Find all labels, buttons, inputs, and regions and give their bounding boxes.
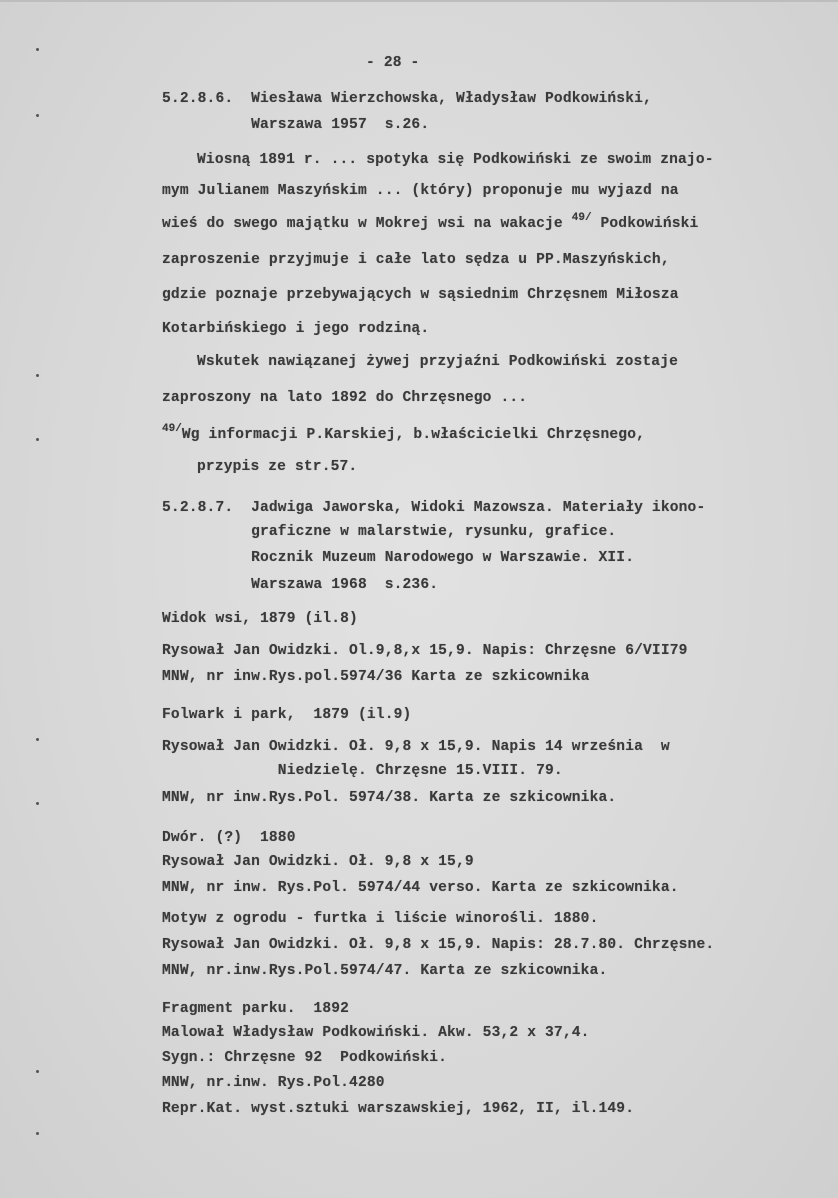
- catalog-item-title: Motyw z ogrodu - furtka i liście winorośli. 1880.: [162, 911, 599, 927]
- margin-mark: [36, 1132, 39, 1135]
- footnote: przypis ze str.57.: [197, 459, 358, 475]
- quote-line: gdzie poznaje przebywających w sąsiednim Chrzęsnem Miłosza: [162, 287, 679, 303]
- catalog-item-line: Rysował Jan Owidzki. Oł. 9,8 x 15,9: [162, 854, 474, 870]
- quote-line: zaproszony na lato 1892 do Chrzęsnego ...: [162, 390, 528, 406]
- catalog-item-line: Malował Władysław Podkowiński. Akw. 53,2 x 37,4.: [162, 1025, 590, 1041]
- entry-heading: Rocznik Muzeum Narodowego w Warszawie. XII.: [162, 550, 635, 566]
- entry-heading: Warszawa 1968 s.236.: [162, 577, 439, 593]
- catalog-item-title: Fragment parku. 1892: [162, 1001, 350, 1017]
- quote-line: Wskutek nawiązanej żywej przyjaźni Podkowiński zostaje: [197, 354, 679, 370]
- footnote-text: Wg informacji P.Karskiej, b.właścicielki Chrzęsnego,: [181, 427, 646, 443]
- margin-mark: [36, 114, 39, 117]
- catalog-item-line: MNW, nr.inw. Rys.Pol.4280: [162, 1075, 385, 1091]
- entry-heading: Warszawa 1957 s.26.: [162, 117, 430, 133]
- catalog-item-title: Folwark i park, 1879 (il.9): [162, 707, 412, 723]
- catalog-item-line: Repr.Kat. wyst.sztuki warszawskiej, 1962, II, il.149.: [162, 1101, 635, 1117]
- margin-mark: [36, 438, 39, 441]
- catalog-item-line: Sygn.: Chrzęsne 92 Podkowiński.: [162, 1050, 448, 1066]
- catalog-item-line: MNW, nr inw. Rys.Pol. 5974/44 verso. Karta ze szkicownika.: [162, 880, 679, 896]
- entry-heading: graficzne w malarstwie, rysunku, grafice.: [162, 524, 617, 540]
- page-number: - 28 -: [366, 55, 420, 71]
- entry-heading: 5.2.8.7. Jadwiga Jaworska, Widoki Mazowsza. Materiały ikono-: [162, 500, 706, 516]
- footnote-mark: 49/: [162, 423, 182, 435]
- quote-text: Podkowiński: [591, 216, 699, 232]
- entry-heading: 5.2.8.6. Wiesława Wierzchowska, Władysław Podkowiński,: [162, 91, 652, 107]
- footnote-reference: 49/: [571, 212, 592, 224]
- margin-mark: [36, 738, 39, 741]
- quote-line: zaproszenie przyjmuje i całe lato sędza u PP.Maszyńskich,: [162, 252, 670, 268]
- margin-mark: [36, 802, 39, 805]
- catalog-item-line: Rysował Jan Owidzki. Ol.9,8,x 15,9. Napis: Chrzęsne 6/VII79: [162, 643, 688, 659]
- catalog-item-line: Rysował Jan Owidzki. Oł. 9,8 x 15,9. Napis 14 września w: [162, 739, 670, 755]
- margin-mark: [36, 374, 39, 377]
- quote-line: mym Julianem Maszyńskim ... (który) proponuje mu wyjazd na: [162, 183, 679, 199]
- catalog-item-line: MNW, nr inw.Rys.Pol. 5974/38. Karta ze szkicownika.: [162, 790, 617, 806]
- catalog-item-line: Rysował Jan Owidzki. Oł. 9,8 x 15,9. Napis: 28.7.80. Chrzęsne.: [162, 937, 715, 953]
- catalog-item-title: Widok wsi, 1879 (il.8): [162, 611, 358, 627]
- catalog-item-line: Niedzielę. Chrzęsne 15.VIII. 79.: [162, 763, 563, 779]
- quote-line: [162, 212, 699, 234]
- catalog-item-line: MNW, nr inw.Rys.pol.5974/36 Karta ze szkicownika: [162, 669, 590, 685]
- footnote: [162, 423, 646, 445]
- quote-line: Wiosną 1891 r. ... spotyka się Podkowiński ze swoim znajo-: [197, 152, 714, 168]
- margin-mark: [36, 1070, 39, 1073]
- margin-mark: [36, 48, 39, 51]
- quote-line: Kotarbińskiego i jego rodziną.: [162, 321, 430, 337]
- catalog-item-title: Dwór. (?) 1880: [162, 830, 296, 846]
- catalog-item-line: MNW, nr.inw.Rys.Pol.5974/47. Karta ze szkicownika.: [162, 963, 608, 979]
- quote-text: wieś do swego majątku w Mokrej wsi na wakacje: [162, 216, 572, 232]
